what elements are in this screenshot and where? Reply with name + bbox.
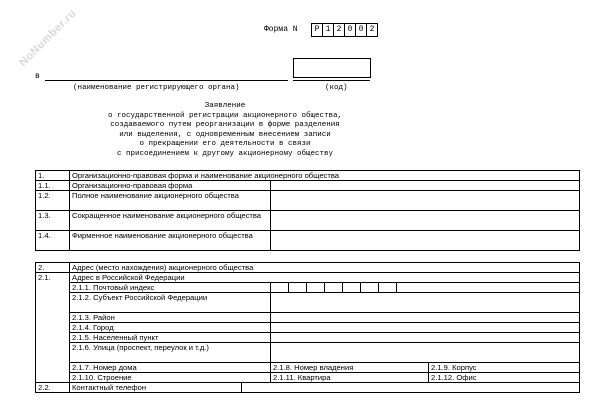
row-label: 2.1.2. Субъект Российской Федерации — [70, 293, 271, 313]
value-cell[interactable] — [271, 313, 580, 323]
table-row — [36, 383, 580, 393]
row-label: Полное наименование акционерного общества — [70, 191, 271, 211]
row-label: 2.1.9. Корпус — [429, 363, 580, 373]
form-code-cell: 0 — [355, 23, 367, 37]
section-1-table — [35, 170, 580, 251]
row-label: 2.1.8. Номер владения — [271, 363, 429, 373]
title-line: о прекращении его деятельности в связи — [139, 140, 311, 149]
section-number: 1. — [36, 171, 70, 181]
table-row — [36, 293, 580, 313]
form-code-cell: 2 — [366, 23, 378, 37]
row-label: 2.1.12. Офис — [429, 373, 580, 383]
form-code-cells — [311, 23, 378, 37]
registry-code-box[interactable] — [293, 58, 371, 78]
row-label: 2.1.4. Город — [70, 323, 271, 333]
value-cell[interactable] — [271, 211, 580, 231]
row-number: 1.2. — [36, 191, 70, 211]
table-row — [36, 231, 580, 251]
row-number: 1.3. — [36, 211, 70, 231]
table-row — [36, 171, 580, 181]
row-number: 2.2. — [36, 383, 70, 393]
row-label: 2.1.10. Строение — [70, 373, 271, 383]
row-number: 2.1. — [36, 273, 70, 383]
form-code-cell: 0 — [344, 23, 356, 37]
table-row — [36, 191, 580, 211]
digit-cell[interactable] — [306, 283, 324, 292]
row-label: 2.1.11. Квартира — [271, 373, 429, 383]
section-number: 2. — [36, 263, 70, 273]
value-cell[interactable] — [271, 293, 580, 313]
section-title: Организационно-правовая форма и наименование акционерного общества — [70, 171, 580, 181]
digit-cell[interactable] — [378, 283, 397, 292]
code-caption: (код) — [325, 84, 348, 92]
form-code-cell: Р — [311, 23, 323, 37]
registry-prefix: в — [35, 72, 40, 81]
row-label: 2.1.3. Район — [70, 313, 271, 323]
table-row — [36, 283, 580, 293]
table-row — [36, 333, 580, 343]
row-number: 1.4. — [36, 231, 70, 251]
row-label: Контактный телефон — [70, 383, 242, 393]
title-line: о государственной регистрации акционерного общества, — [107, 111, 343, 120]
digit-cell[interactable] — [288, 283, 306, 292]
table-row — [36, 363, 580, 373]
registry-code-line — [293, 80, 370, 81]
table-row — [36, 373, 580, 383]
row-label: Сокращенное наименование акционерного общества — [70, 211, 271, 231]
title-line: с присоединением к другому акционерному обществу — [116, 149, 334, 158]
form-code-cell: 2 — [333, 23, 345, 37]
title-line: создаваемого путем реорганизации в форме разделения — [110, 121, 340, 130]
title-line: Заявление — [204, 102, 246, 110]
value-cell[interactable] — [271, 231, 580, 251]
value-cell[interactable] — [271, 333, 580, 343]
table-row — [36, 313, 580, 323]
registry-input-line[interactable] — [45, 80, 288, 81]
row-label: 2.1.5. Населенный пункт — [70, 333, 271, 343]
value-cell[interactable] — [271, 181, 580, 191]
digit-cell[interactable] — [342, 283, 360, 292]
form-code-cell: 1 — [322, 23, 334, 37]
document-title — [80, 102, 370, 160]
table-row — [36, 211, 580, 231]
row-label: 2.1.7. Номер дома — [70, 363, 271, 373]
row-label: Организационно-правовая форма — [70, 181, 271, 191]
digit-cell[interactable] — [324, 283, 342, 292]
row-label: Фирменное наименование акционерного общества — [70, 231, 271, 251]
row-label: 2.1.6. Улица (проспект, переулок и т.д.) — [70, 343, 271, 363]
value-cell[interactable] — [242, 383, 580, 393]
form-number-label: Форма N — [264, 25, 298, 34]
value-cell[interactable] — [271, 191, 580, 211]
table-row — [36, 343, 580, 363]
table-row — [36, 323, 580, 333]
title-line: или выделения, с одновременным внесением записи — [119, 130, 331, 139]
value-cell[interactable] — [271, 323, 580, 333]
table-row — [36, 263, 580, 273]
digit-cell[interactable] — [360, 283, 378, 292]
table-row — [36, 181, 580, 191]
row-label: 2.1.1. Почтовый индекс — [70, 283, 271, 293]
postal-code-input[interactable] — [271, 283, 580, 293]
registry-caption: (наименование регистрирующего органа) — [73, 84, 240, 92]
value-cell[interactable] — [271, 343, 580, 363]
table-row — [36, 273, 580, 283]
subsection-title: Адрес в Российской Федерации — [70, 273, 580, 283]
section-2-table — [35, 262, 580, 393]
section-title: Адрес (место нахождения) акционерного общества — [70, 263, 580, 273]
row-number: 1.1. — [36, 181, 70, 191]
watermark: NoNumber.ru — [17, 7, 79, 69]
